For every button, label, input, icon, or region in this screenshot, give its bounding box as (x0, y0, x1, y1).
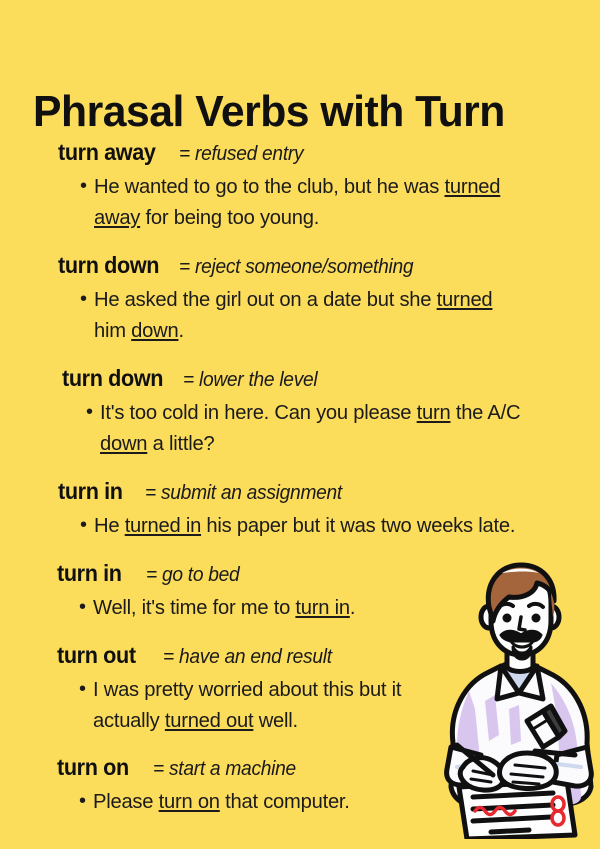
phrasal-verb-entry (57, 753, 600, 817)
entry-example (86, 397, 556, 459)
entry-headword: turn away (58, 139, 156, 165)
bullet-icon: • (79, 790, 86, 812)
entry-example (80, 171, 510, 233)
entry-headword: turn down (62, 365, 164, 391)
entry-header (58, 477, 600, 507)
bullet-icon: • (80, 288, 87, 310)
entry-header (57, 559, 600, 589)
phrasal-verb-entry (58, 138, 600, 233)
entry-header (58, 138, 600, 168)
entry-headword: turn down (58, 252, 160, 278)
entry-header (62, 364, 600, 394)
entry-example (80, 510, 590, 541)
entry-example (79, 786, 439, 817)
entry-headword: turn in (57, 560, 122, 586)
entry-example-text: He asked the girl out on a date but she turned him down. (94, 288, 493, 342)
entry-example-text: Please turn on that computer. (93, 790, 350, 813)
entry-example-text: I was pretty worried about this but it actually turned out well. (93, 678, 402, 732)
entry-headword: turn on (57, 754, 129, 780)
entry-example-text: He turned in his paper but it was two weeks late. (94, 514, 516, 537)
page-title: Phrasal Verbs with Turn (33, 87, 505, 137)
entry-example (79, 592, 459, 623)
entry-definition: = refused entry (178, 143, 304, 165)
entry-headword: turn out (57, 642, 136, 668)
phrasal-verb-entry (57, 559, 600, 623)
entry-header (57, 753, 600, 783)
bullet-icon: • (79, 678, 86, 700)
bullet-icon: • (86, 401, 93, 423)
entry-definition: = have an end result (162, 646, 332, 668)
entry-example (79, 674, 424, 736)
entry-definition: = lower the level (182, 369, 317, 391)
paper-line-3 (473, 817, 551, 821)
entry-example-text: He wanted to go to the club, but he was turned away for being too young. (94, 175, 501, 229)
bullet-icon: • (80, 514, 87, 536)
phrasal-verb-entry (62, 364, 600, 459)
entry-header (58, 251, 600, 281)
entry-header (57, 641, 600, 671)
entry-definition: = submit an assignment (144, 482, 342, 504)
entry-example (80, 284, 510, 346)
bullet-icon: • (80, 175, 87, 197)
entry-headword: turn in (58, 478, 123, 504)
phrasal-verb-list (0, 138, 600, 817)
phrasal-verb-entry (57, 641, 600, 736)
entry-example-text: It's too cold in here. Can you please turn the A/C down a little? (100, 401, 521, 455)
bullet-icon: • (79, 596, 86, 618)
entry-definition: = reject someone/something (178, 256, 413, 278)
phrasal-verb-entry (58, 477, 600, 541)
phrasal-verb-entry (58, 251, 600, 346)
entry-example-text: Well, it's time for me to turn in. (93, 596, 356, 619)
paper-line-4 (491, 830, 529, 832)
entry-definition: = start a machine (153, 758, 297, 780)
entry-definition: = go to bed (145, 564, 240, 586)
